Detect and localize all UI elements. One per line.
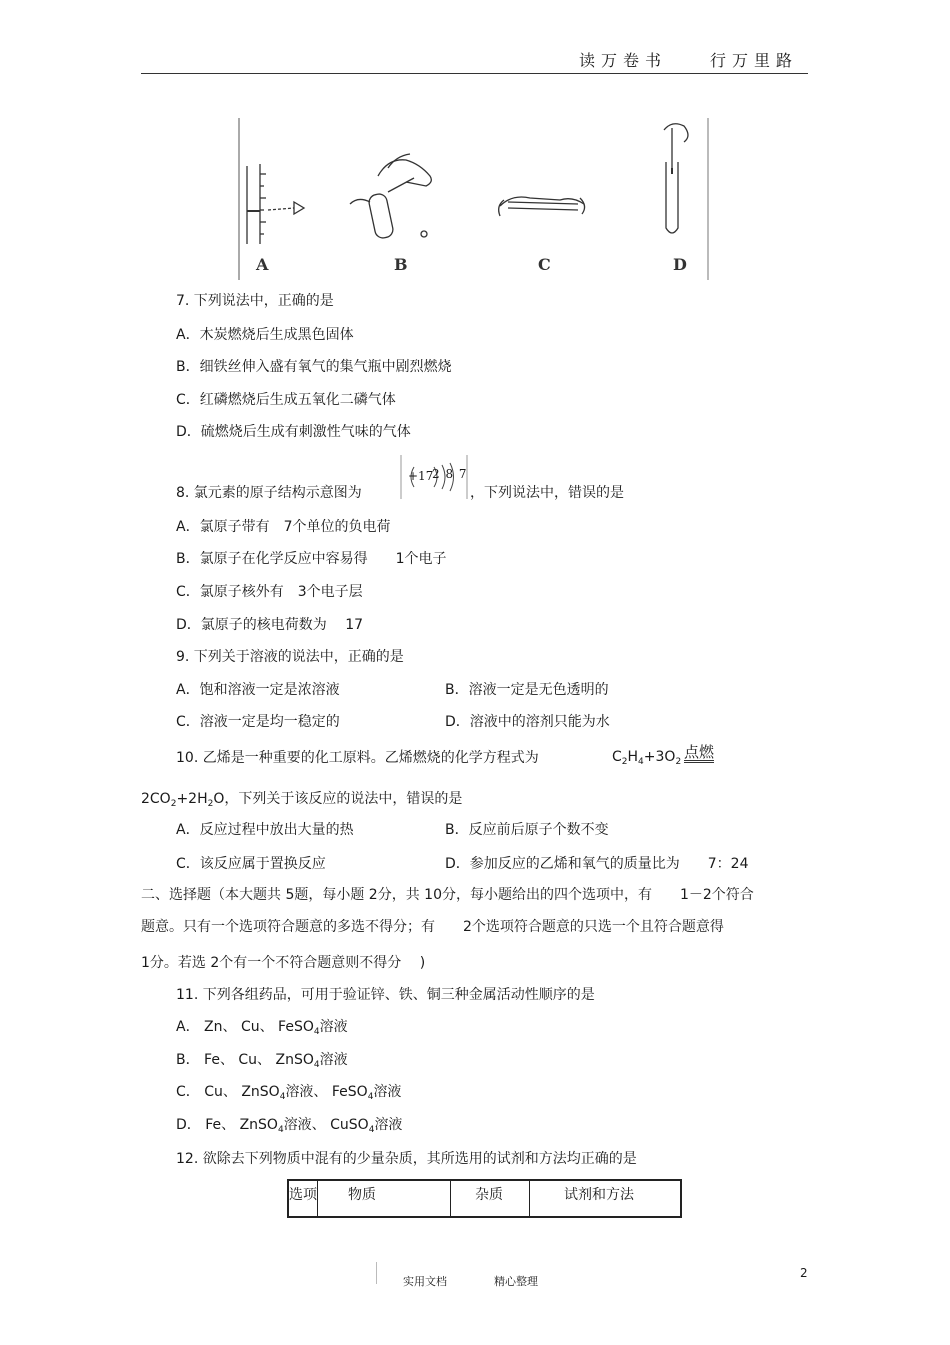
- q11-option-a: A． Zn、 Cu、 FeSO$_4$溶液: [176, 1019, 348, 1037]
- q12-stem: 12. 欲除去下列物质中混有的少量杂质，其所选用的试剂和方法均正确的是: [176, 1151, 637, 1167]
- q10-reactants: $C_2H_4+3O_2$: [612, 749, 682, 767]
- q9-option-a: A．饱和溶液一定是浓溶液: [176, 682, 340, 698]
- header-rule: [141, 73, 808, 74]
- q8-stem-post: ，下列说法中，错误的是: [470, 485, 624, 501]
- section2-line3: 1分。若选 2个有一个不符合题意则不得分 ): [141, 955, 426, 971]
- q10-option-d: D．参加反应的乙烯和氧气的质量比为 7：24: [445, 856, 749, 872]
- atom-shells: 2 8 7: [432, 467, 468, 481]
- figure-label-d: D: [673, 255, 687, 274]
- atom-nucleus: +17: [408, 469, 434, 483]
- header-left: 读万卷书: [579, 51, 668, 70]
- q10-option-a: A．反应过程中放出大量的热: [176, 822, 354, 838]
- experiment-figure: [238, 116, 710, 282]
- q10-stem: 10. 乙烯是一种重要的化工原料。乙烯燃烧的化学方程式为: [176, 750, 539, 766]
- chlorine-atom-diagram: [400, 455, 468, 499]
- q12-table: [287, 1179, 682, 1218]
- q7-option-a: A．木炭燃烧后生成黑色固体: [176, 327, 354, 343]
- q11-option-b: B． Fe、 Cu、 ZnSO$_4$溶液: [176, 1052, 348, 1070]
- q10-option-c: C．该反应属于置换反应: [176, 856, 326, 872]
- q11-option-d: D． Fe、 ZnSO$_4$溶液、 CuSO$_4$溶液: [176, 1117, 403, 1135]
- figure-a-cylinder: [247, 164, 304, 244]
- q8-option-d: D．氯原子的核电荷数为 17: [176, 617, 364, 633]
- q7-stem: 7. 下列说法中，正确的是: [176, 293, 334, 309]
- figure-d-dropper: [664, 124, 688, 233]
- q8-option-b: B．氯原子在化学反应中容易得 1个电子: [176, 551, 447, 567]
- q8-option-a: A．氯原子带有 7个单位的负电荷: [176, 519, 391, 535]
- header-right: 行万里路: [710, 51, 799, 70]
- q8-stem-pre: 8. 氯元素的原子结构示意图为: [176, 485, 362, 501]
- figure-label-a: A: [256, 255, 269, 274]
- table-header-impurity: 杂质: [451, 1180, 530, 1217]
- q10-option-b: B．反应前后原子个数不变: [445, 822, 609, 838]
- q10-condition: 点燃: [684, 743, 715, 761]
- footer-right: 精心整理: [494, 1275, 538, 1288]
- q10-products: $2CO_2+2H_2O$，下列关于该反应的说法中，错误的是: [141, 791, 463, 809]
- section2-line2: 题意。只有一个选项符合题意的多选不得分；有 2个选项符合题意的只选一个且符合题意得: [141, 919, 724, 935]
- q9-option-c: C．溶液一定是均一稳定的: [176, 714, 340, 730]
- footer-left: 实用文档: [403, 1275, 447, 1288]
- q7-option-c: C．红磷燃烧后生成五氧化二磷气体: [176, 392, 396, 408]
- q9-option-d: D．溶液中的溶剂只能为水: [445, 714, 610, 730]
- q7-option-d: D．硫燃烧后生成有刺激性气味的气体: [176, 424, 411, 440]
- table-header-option: 选项: [288, 1180, 318, 1217]
- section2-line1: 二、选择题（本大题共 5题，每小题 2分，共 10分，每小题给出的四个选项中，有 1－2个符合: [141, 887, 754, 903]
- q11-stem: 11. 下列各组药品，可用于验证锌、铁、铜三种金属活动性顺序的是: [176, 987, 595, 1003]
- table-header-substance: 物质: [318, 1180, 451, 1217]
- figure-b-test-tube: [350, 154, 431, 239]
- figure-label-b: B: [394, 255, 408, 274]
- footer-divider: [376, 1262, 377, 1284]
- table-header-row: [288, 1180, 681, 1217]
- q9-option-b: B．溶液一定是无色透明的: [445, 682, 609, 698]
- page-number: 2: [800, 1266, 808, 1280]
- q8-option-c: C．氯原子核外有 3个电子层: [176, 584, 363, 600]
- q11-option-c: C． Cu、 ZnSO$_4$溶液、 FeSO$_4$溶液: [176, 1084, 402, 1102]
- figure-c-hands: [499, 197, 585, 216]
- q9-stem: 9. 下列关于溶液的说法中，正确的是: [176, 649, 404, 665]
- table-header-method: 试剂和方法: [530, 1180, 682, 1217]
- figure-label-c: C: [538, 255, 551, 274]
- q7-option-b: B．细铁丝伸入盛有氧气的集气瓶中剧烈燃烧: [176, 359, 452, 375]
